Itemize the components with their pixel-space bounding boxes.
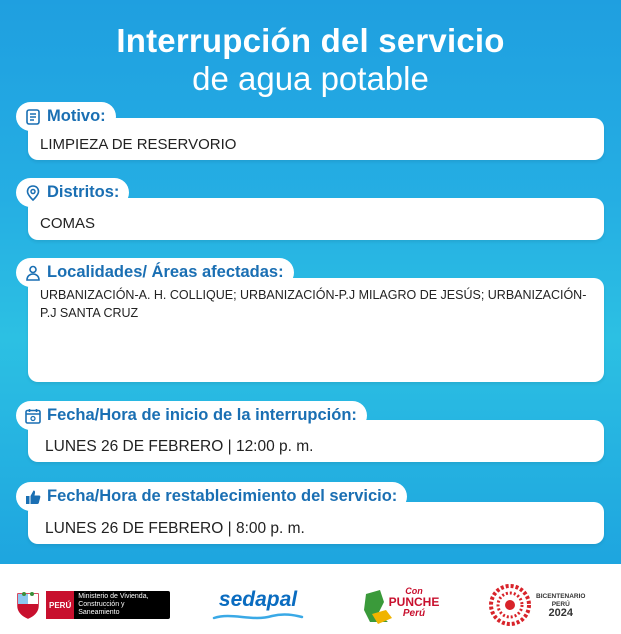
wave-icon [212, 612, 304, 622]
peru-coat-of-arms-icon [14, 590, 42, 620]
sedapal-logo [212, 584, 304, 626]
ministry-logo [14, 584, 170, 626]
sedapal-wordmark: sedapal [218, 588, 298, 611]
localidades-value: URBANIZACIÓN-A. H. COLLIQUE; URBANIZACIÓN-P.J MILAGRO DE JESÚS; URBANIZACIÓN-P.J SANTA CRUZ [40, 288, 587, 320]
localidades-label-text: Localidades/ Áreas afectadas: [47, 263, 284, 281]
document-list-icon [24, 108, 42, 126]
motivo-label [16, 102, 116, 131]
inicio-label [16, 401, 367, 430]
motivo-label-text: Motivo: [47, 107, 106, 125]
campaign-line3: Perú [402, 608, 426, 619]
distritos-value: COMAS [40, 215, 96, 232]
thumbs-up-icon [24, 488, 42, 506]
title-line-2: de agua potable [192, 60, 429, 97]
campaign-line1: Con [405, 586, 423, 596]
ministry-name-box [46, 591, 170, 619]
localidades-card [28, 278, 604, 382]
distritos-label [16, 178, 129, 207]
bicentenario-year: 2024 [548, 607, 573, 619]
restablecimiento-label [16, 482, 407, 511]
title-line-1: Interrupción del servicio [116, 22, 505, 59]
motivo-value: LIMPIEZA DE RESERVORIO [40, 136, 237, 153]
inicio-value: LUNES 26 DE FEBRERO | 12:00 p. m. [45, 438, 314, 455]
bicentenario-logo [488, 584, 585, 626]
bicentenario-line1: BICENTENARIO [536, 593, 586, 600]
motivo-card [28, 118, 604, 160]
campaign-line2: PUNCHE [388, 595, 440, 609]
distritos-label-text: Distritos: [47, 183, 120, 201]
person-pin-icon [24, 264, 42, 282]
bicentenario-line2: PERÚ [551, 601, 570, 608]
location-pin-icon [24, 184, 42, 202]
con-punche-peru-logo [358, 584, 438, 626]
inicio-label-text: Fecha/Hora de inicio de la interrupción: [47, 406, 357, 424]
bicentenario-seal-icon [488, 583, 532, 627]
localidades-label [16, 258, 294, 287]
calendar-icon [24, 407, 42, 425]
logo-footer [0, 576, 621, 634]
ministry-country: PERÚ [46, 591, 74, 619]
restablecimiento-label-text: Fecha/Hora de restablecimiento del servicio: [47, 487, 398, 505]
restablecimiento-value: LUNES 26 DE FEBRERO | 8:00 p. m. [45, 520, 305, 537]
bicentenario-text [536, 593, 585, 617]
campaign-text [388, 586, 440, 619]
ministry-name: Ministerio de Vivienda, Construcción y Saneamiento [78, 593, 149, 616]
